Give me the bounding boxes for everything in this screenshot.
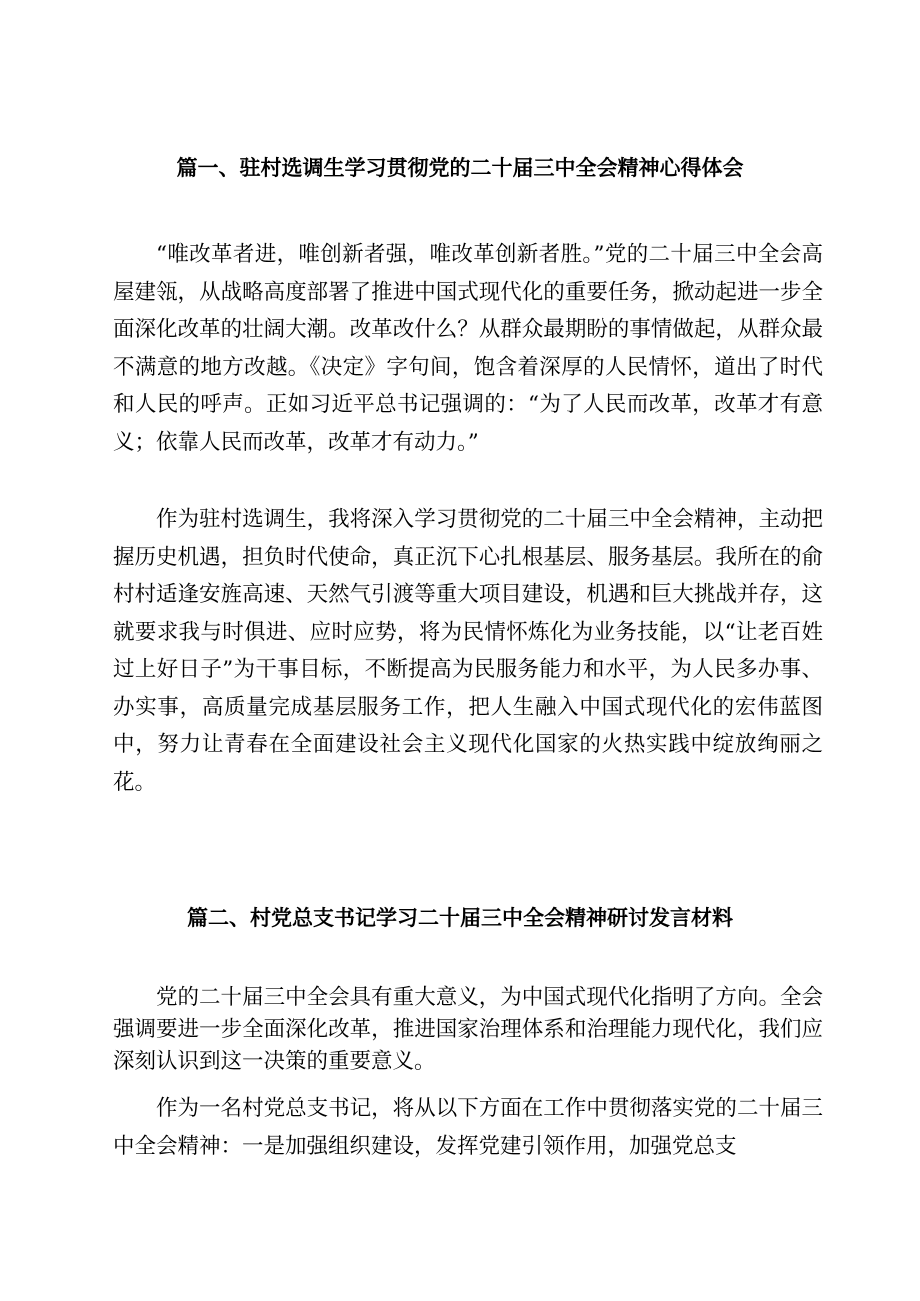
section-1-paragraph-1: “唯改革者进，唯创新者强，唯改革创新者胜。”党的二十届三中全会高屋建瓴，从战略高度部署了推进中国式现代化的重要任务，掀动起进一步全面深化改革的壮阔大潮。改革改什么？从群众最期盼的事情做起，从群众最不满意的地方改越。《决定》字句间，饱含着深厚的人民情怀，道出了时代和人民的呼声。正如习近平总书记强调的：“为了人民而改革，改革才有意义；依靠人民而改革，改革才有动力。”	[113, 242, 823, 455]
section-2-paragraph-2: 作为一名村党总支书记，将从以下方面在工作中贯彻落实党的二十届三中全会精神：一是加强组织建设，发挥党建引领作用，加强党总支	[113, 1096, 823, 1159]
section-1-paragraph-2: 作为驻村选调生，我将深入学习贯彻党的二十届三中全会精神，主动把握历史机遇，担负时代使命，真正沉下心扎根基层、服务基层。我所在的俞村村适逢安旌高速、天然气引渡等重大项目建设，机遇和巨大挑战并存，这就要求我与时俱进、应时应势，将为民情怀炼化为业务技能，以“让老百姓过上好日子”为干事目标，不断提高为民服务能力和水平，为人民多办事、办实事，高质量完成基层服务工作，把人生融入中国式现代化的宏伟蓝图中，努力让青春在全面建设社会主义现代化国家的火热实践中绽放绚丽之花。	[113, 507, 823, 795]
section-2-title: 篇二、村党总支书记学习二十届三中全会精神研讨发言材料	[187, 906, 733, 930]
section-2-paragraph-1: 党的二十届三中全会具有重大意义，为中国式现代化指明了方向。全会强调要进一步全面深化改革，推进国家治理体系和治理能力现代化，我们应深刻认识到这一决策的重要意义。	[113, 985, 823, 1074]
section-1-title: 篇一、驻村选调生学习贯彻党的二十届三中全会精神心得体会	[176, 156, 744, 180]
